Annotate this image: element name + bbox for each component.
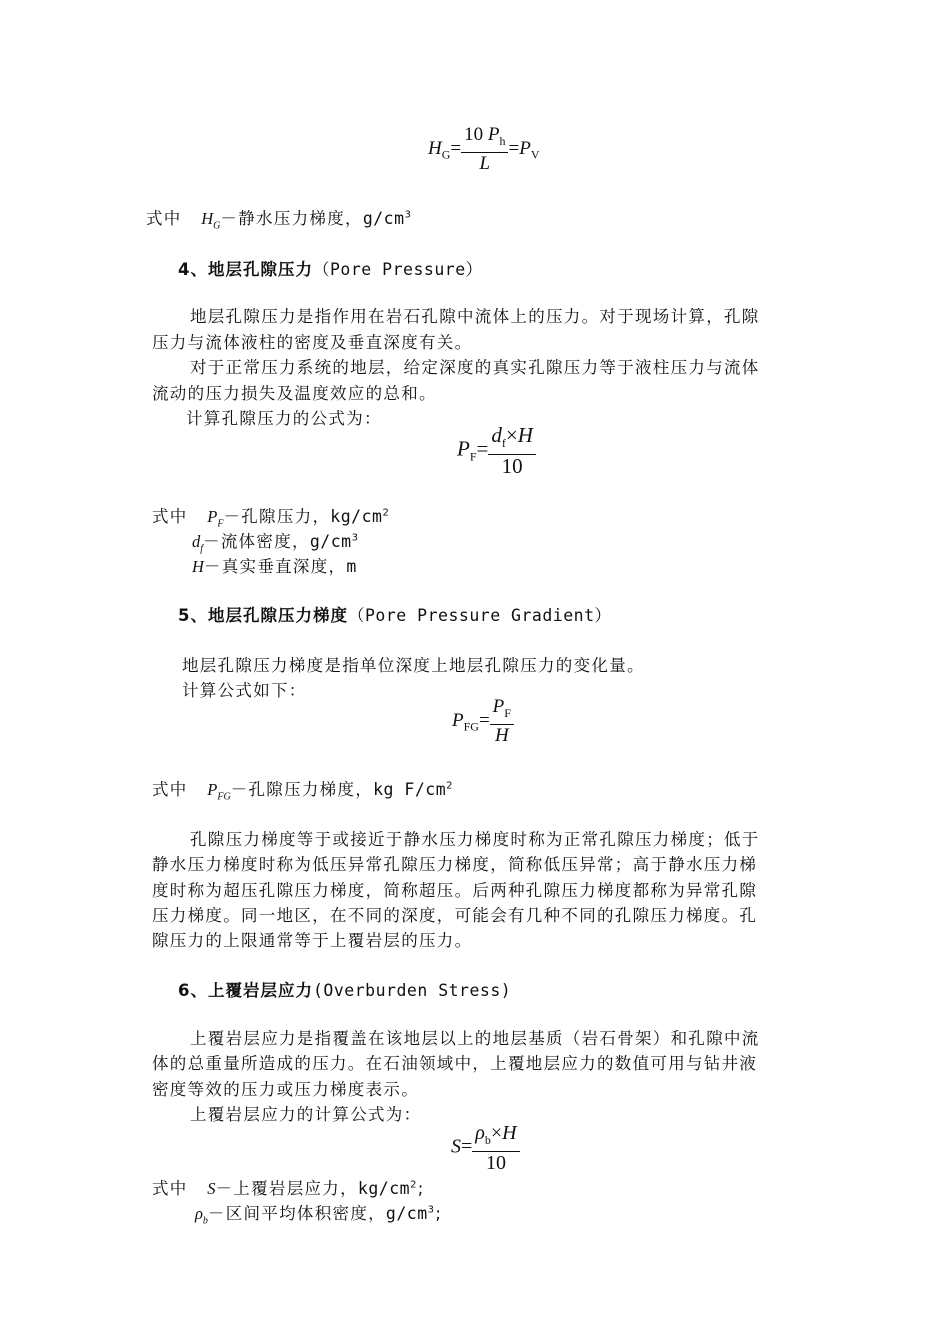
definition-s — [152, 1175, 425, 1199]
formula-var: H — [502, 1122, 517, 1144]
paragraph-line: 静水压力梯度时称为低压异常孔隙压力梯度，简称低压异常；高于静水压力梯 — [152, 855, 758, 874]
def-unit: kg/cm — [330, 507, 383, 526]
heading-title: 地层孔隙压力梯度 — [207, 606, 348, 625]
def-sup: 2 — [410, 1179, 418, 1191]
def-unit: g/cm — [309, 532, 352, 551]
formula-sub: F — [469, 449, 477, 464]
formula-pore-pressure-gradient — [452, 696, 514, 747]
section-heading-5 — [178, 602, 612, 626]
paragraph-line: 上覆岩层应力的计算公式为： — [190, 1105, 422, 1124]
formula-sub: FG — [463, 719, 479, 734]
def-sub: F — [217, 518, 224, 530]
paragraph-line: 地层孔隙压力梯度是指单位深度上地层孔隙压力的变化量。 — [182, 656, 645, 675]
def-prefix: 式中 — [152, 780, 188, 799]
definition-pf — [152, 503, 391, 530]
definition-rhob — [195, 1200, 443, 1227]
heading-english: (Overburden Stress) — [312, 981, 512, 1000]
def-text: －流体密度， — [203, 532, 310, 551]
heading-number: 4、 — [178, 260, 208, 279]
def-unit: g/cm — [362, 209, 405, 228]
def-text: －孔隙压力梯度， — [230, 780, 374, 799]
formula-var: d — [491, 423, 502, 447]
formula-var: P — [487, 124, 500, 145]
def-sup: 3 — [427, 1204, 436, 1216]
paragraph-line: 压力梯度。同一地区，在不同的深度，可能会有几种不同的孔隙压力梯度。孔 — [152, 906, 758, 925]
formula-sub: G — [441, 147, 451, 162]
formula-sub: b — [484, 1133, 491, 1147]
def-sup: 2 — [382, 507, 391, 519]
definition-pfg — [152, 776, 454, 803]
def-text: －真实垂直深度， — [203, 557, 347, 576]
def-sup: 3 — [351, 532, 360, 544]
definition-h — [192, 553, 357, 577]
formula-var: P — [519, 137, 531, 159]
formula-den: 10 — [501, 454, 523, 479]
formula-fraction — [461, 124, 508, 175]
formula-den: 10 — [485, 1152, 506, 1174]
formula-var: S — [451, 1135, 461, 1158]
def-prefix: 式中 — [152, 1179, 188, 1198]
def-sub: b — [202, 1215, 208, 1227]
paragraph-line: 计算公式如下： — [182, 681, 307, 700]
paragraph-line: 计算孔隙压力的公式为： — [186, 409, 382, 428]
heading-number: 5、 — [178, 606, 208, 625]
formula-var: H — [428, 137, 442, 159]
def-sub: f — [200, 543, 204, 555]
def-sub: G — [213, 220, 221, 232]
def-prefix: 式中 — [146, 209, 182, 228]
def-var: P — [207, 780, 218, 799]
section-heading-6 — [178, 977, 511, 1001]
paragraph-line: 隙压力的上限通常等于上覆岩层的压力。 — [152, 931, 473, 950]
formula-var: P — [457, 436, 470, 461]
def-sub: FG — [217, 791, 231, 803]
paragraph-line: 压力与流体液柱的密度及垂直深度有关。 — [152, 333, 473, 352]
formula-var: L — [479, 152, 491, 174]
formula-var: H — [494, 724, 509, 746]
formula-overburden-stress — [451, 1122, 520, 1174]
formula-sub: V — [530, 147, 540, 162]
def-var: P — [207, 507, 218, 526]
def-unit: kg/cm — [357, 1179, 411, 1198]
def-sup: 3 — [404, 209, 413, 221]
def-var: d — [192, 532, 201, 551]
formula-coef: 10 — [464, 124, 484, 145]
formula-op: × — [490, 1122, 503, 1144]
paragraph-line: 孔隙压力梯度等于或接近于静水压力梯度时称为正常孔隙压力梯度；低于 — [190, 830, 760, 849]
formula-sub: F — [504, 705, 511, 720]
formula-op: = — [450, 137, 462, 159]
def-text: －上覆岩层应力， — [215, 1179, 358, 1198]
formula-fraction — [488, 424, 536, 477]
heading-title: 上覆岩层应力 — [207, 981, 313, 1000]
formula-fraction — [490, 696, 514, 747]
formula-var: P — [452, 709, 464, 731]
def-text: －孔隙压力， — [223, 507, 331, 526]
paragraph-line: 体的总重量所造成的压力。在石油领域中，上覆地层应力的数值可用与钻井液 — [152, 1054, 758, 1073]
paragraph-line: 对于正常压力系统的地层，给定深度的真实孔隙压力等于液柱压力与流体 — [190, 358, 760, 377]
heading-number: 6、 — [178, 981, 208, 1000]
formula-sub: h — [499, 133, 506, 148]
def-unit: m — [346, 557, 357, 576]
formula-fraction — [472, 1122, 519, 1174]
formula-op: = — [508, 137, 520, 159]
def-var: H — [201, 209, 214, 228]
def-var: ρ — [195, 1204, 203, 1223]
paragraph-line: 地层孔隙压力是指作用在岩石孔隙中流体上的压力。对于现场计算，孔隙 — [190, 307, 760, 326]
def-tail: ; — [417, 1179, 425, 1198]
heading-english: （Pore Pressure Gradient） — [347, 606, 612, 625]
definition-df — [192, 528, 360, 555]
def-unit: g/cm — [385, 1204, 428, 1223]
def-sup: 2 — [446, 780, 454, 792]
formula-var: ρ — [475, 1122, 485, 1144]
formula-var: P — [492, 696, 505, 717]
paragraph-line: 流动的压力损失及温度效应的总和。 — [152, 384, 437, 403]
def-var: S — [207, 1179, 216, 1198]
def-var: H — [192, 557, 204, 576]
def-tail: ; — [435, 1204, 443, 1223]
formula-op: = — [461, 1135, 473, 1158]
def-prefix: 式中 — [152, 507, 188, 526]
paragraph-line: 上覆岩层应力是指覆盖在该地层以上的地层基质（岩石骨架）和孔隙中流 — [190, 1029, 760, 1048]
formula-op: = — [478, 709, 490, 731]
formula-sub: f — [501, 436, 506, 451]
paragraph-line: 密度等效的压力或压力梯度表示。 — [152, 1080, 419, 1099]
paragraph-line: 度时称为超压孔隙压力梯度，简称超压。后两种孔隙压力梯度都称为异常孔隙 — [152, 881, 758, 900]
def-text: －区间平均体积密度， — [207, 1204, 386, 1223]
formula-op: = — [476, 436, 489, 461]
definition-hg — [146, 205, 413, 232]
section-heading-4 — [178, 256, 483, 280]
def-unit: kg F/cm — [373, 780, 447, 799]
formula-var: H — [517, 423, 533, 447]
formula-hydrostatic-gradient — [428, 124, 539, 175]
formula-pore-pressure — [457, 424, 536, 477]
formula-op: × — [505, 423, 518, 447]
heading-title: 地层孔隙压力 — [207, 260, 313, 279]
heading-english: （Pore Pressure） — [312, 260, 483, 279]
def-text: －静水压力梯度， — [220, 209, 363, 228]
